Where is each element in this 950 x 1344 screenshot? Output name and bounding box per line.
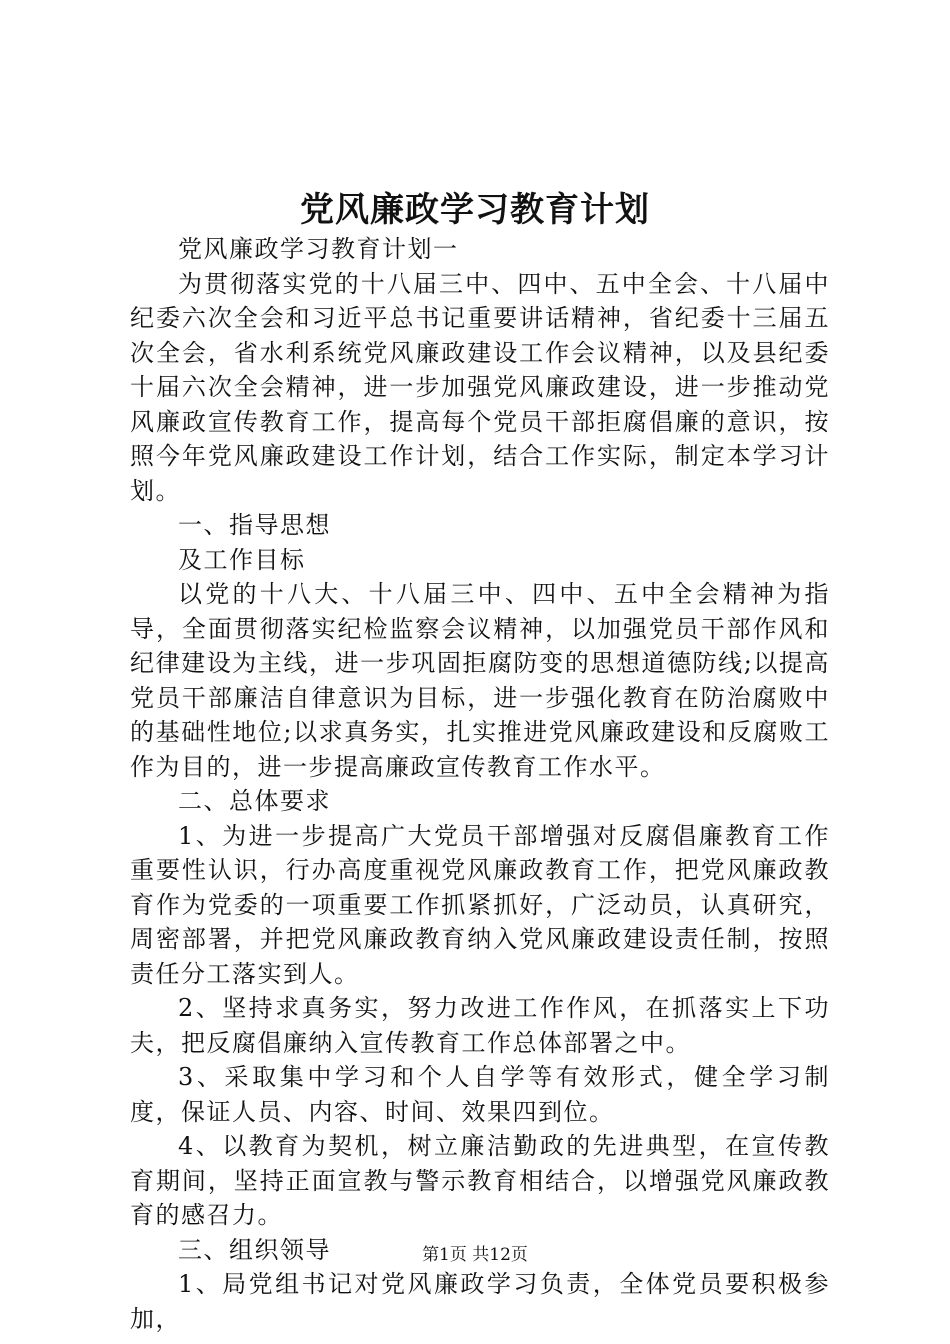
paragraph: 为贯彻落实党的十八届三中、四中、五中全会、十八届中纪委六次全会和习近平总书记重要讲话精神，省纪委十三届五次全会，省水利系统党风廉政建设工作会议精神，以及县纪委十届六次全会精神，进一步加强党风廉政建设，进一步推动党风廉政宣传教育工作，提高每个党员干部拒腐倡廉的意识，按照今年党风廉政建设工作计划，结合工作实际，制定本学习计划。 — [130, 269, 830, 505]
paragraph: 2、坚持求真务实，努力改进工作作风，在抓落实上下功夫，把反腐倡廉纳入宣传教育工作总体部署之中。 — [130, 994, 830, 1057]
document-title: 党风廉政学习教育计划 — [300, 190, 650, 230]
paragraph: 1、局党组书记对党风廉政学习负责，全体党员要积极参加， — [130, 1270, 830, 1333]
paragraph: 以党的十八大、十八届三中、四中、五中全会精神为指导，全面贯彻落实纪检监察会议精神，以加强党员干部作风和纪律建设为主线，进一步巩固拒腐防变的思想道德防线;以提高党员干部廉洁自律意识为目标，进一步强化教育在防治腐败中的基础性地位;以求真务实，扎实推进党风廉政建设和反腐败工作为目的，进一步提高廉政宣传教育工作水平。 — [130, 580, 830, 781]
section-heading: 及工作目标 — [178, 545, 306, 574]
document-body — [130, 232, 830, 1336]
paragraph: 党风廉政学习教育计划一 — [178, 235, 459, 263]
paragraph: 1、为进一步提高广大党员干部增强对反腐倡廉教育工作重要性认识，行办高度重视党风廉政教育工作，把党风廉政教育作为党委的一项重要工作抓紧抓好，广泛动员，认真研究，周密部署，并把党风廉政教育纳入党风廉政建设责任制，按照责任分工落实到人。 — [130, 821, 830, 988]
section-heading: 二、总体要求 — [178, 787, 331, 815]
section-heading: 三、组织领导 — [178, 1235, 331, 1264]
paragraph: 4、以教育为契机，树立廉洁勤政的先进典型，在宣传教育期间，坚持正面宣教与警示教育相结合，以增强党风廉政教育的感召力。 — [130, 1132, 830, 1229]
page-number-footer: 第1页 共12页 — [422, 1245, 528, 1265]
paragraph: 3、采取集中学习和个人自学等有效形式，健全学习制度，保证人员、内容、时间、效果四到位。 — [130, 1063, 830, 1126]
section-heading: 一、指导思想 — [178, 511, 331, 539]
